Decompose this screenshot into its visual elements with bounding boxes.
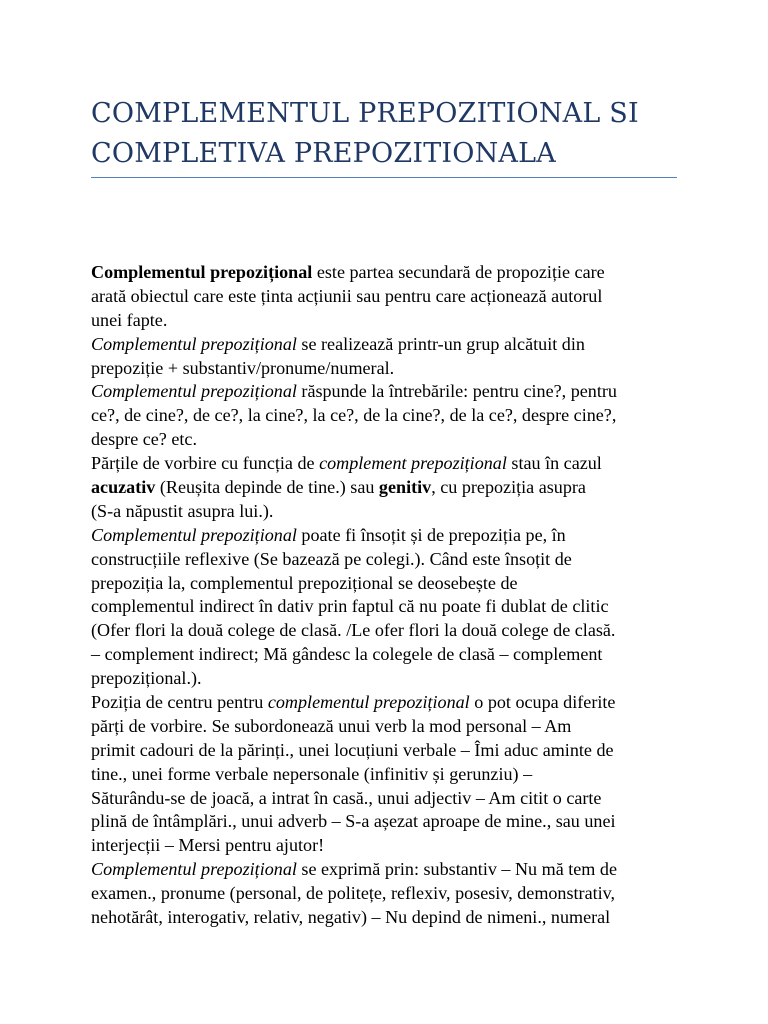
text-line bbox=[91, 261, 691, 285]
italic-term: Complementul prepozițional bbox=[91, 859, 297, 880]
text-line bbox=[91, 428, 691, 452]
italic-term: Complementul prepozițional bbox=[91, 333, 297, 354]
title-line-1: COMPLEMENTUL PREPOZITIONAL SI bbox=[91, 98, 639, 129]
text-run: Poziția de centru pentru bbox=[91, 692, 268, 713]
text-run: primit cadouri de la părinți., unei locuțiuni verbale – Îmi aduc aminte de bbox=[91, 739, 614, 760]
text-line bbox=[91, 787, 691, 811]
text-line bbox=[91, 333, 691, 357]
italic-term: Complementul prepozițional bbox=[91, 381, 297, 402]
document-body bbox=[91, 261, 691, 930]
text-run: se realizează printr-un grup alcătuit din bbox=[296, 333, 585, 354]
title-underline bbox=[91, 177, 677, 178]
text-run: (Reușita depinde de tine.) sau bbox=[155, 477, 379, 498]
text-run: nehotărât, interogativ, relativ, negativ) – Nu depind de nimeni., numeral bbox=[91, 907, 611, 928]
text-line bbox=[91, 763, 691, 787]
text-line bbox=[91, 380, 691, 404]
text-run: prepozițional.). bbox=[91, 668, 202, 689]
bold-term: genitiv bbox=[378, 477, 432, 498]
italic-term: Complementul prepozițional bbox=[91, 524, 297, 545]
text-line bbox=[91, 834, 691, 858]
bold-term: acuzativ bbox=[91, 477, 156, 498]
italic-term: complementul prepozițional bbox=[267, 692, 470, 713]
text-run: o pot ocupa diferite bbox=[469, 692, 616, 713]
text-line bbox=[91, 572, 691, 596]
text-line bbox=[91, 524, 691, 548]
title-line-2: COMPLETIVA PREPOZITIONALA bbox=[91, 138, 556, 169]
text-line bbox=[91, 595, 691, 619]
text-line bbox=[91, 452, 691, 476]
italic-term: complement prepozițional bbox=[319, 453, 507, 474]
text-line bbox=[91, 739, 691, 763]
text-line bbox=[91, 906, 691, 930]
text-run: este partea secundară de propoziție care bbox=[312, 262, 605, 282]
text-line bbox=[91, 404, 691, 428]
text-run: stau în cazul bbox=[506, 453, 602, 474]
text-line bbox=[91, 548, 691, 572]
text-run: ce?, de cine?, de ce?, la cine?, la ce?, de la cine?, de la ce?, despre cine?, bbox=[91, 405, 617, 426]
text-run: Părțile de vorbire cu funcția de bbox=[91, 453, 320, 474]
text-run: poate fi însoțit și de prepoziția pe, în bbox=[296, 524, 566, 545]
bold-term: Complementul prepozițional bbox=[91, 262, 313, 282]
text-line bbox=[91, 285, 691, 309]
text-line bbox=[91, 309, 691, 333]
text-run: examen., pronume (personal, de politețe, reflexiv, posesiv, demonstrativ, bbox=[91, 883, 616, 904]
text-line bbox=[91, 643, 691, 667]
text-run: prepoziție + substantiv/pronume/numeral. bbox=[91, 357, 395, 378]
text-run: părți de vorbire. Se subordonează unui verb la mod personal – Am bbox=[91, 715, 572, 736]
text-line bbox=[91, 619, 691, 643]
text-line bbox=[91, 691, 691, 715]
text-line bbox=[91, 476, 691, 500]
text-run: Săturându-se de joacă, a intrat în casă., unui adjectiv – Am citit o carte bbox=[91, 787, 602, 808]
text-run: plină de întâmplări., unui adverb – S-a așezat aproape de mine., sau unei bbox=[91, 811, 616, 832]
text-run: – complement indirect; Mă gândesc la colegele de clasă – complement bbox=[91, 644, 603, 665]
text-run: arată obiectul care este ținta acțiunii sau pentru care acționează autorul bbox=[91, 285, 603, 306]
text-run: complementul indirect în dativ prin faptul că nu poate fi dublat de clitic bbox=[91, 596, 609, 617]
text-line bbox=[91, 882, 691, 906]
text-line bbox=[91, 500, 691, 524]
text-run: se exprimă prin: substantiv – Nu mă tem de bbox=[296, 859, 617, 880]
text-line bbox=[91, 667, 691, 691]
text-run: (S-a năpustit asupra lui.). bbox=[91, 500, 274, 521]
text-line bbox=[91, 810, 691, 834]
text-run: prepoziția la, complementul prepozițional se deosebește de bbox=[91, 572, 518, 593]
text-line bbox=[91, 715, 691, 739]
text-run: construcțiile reflexive (Se bazează pe colegi.). Când este însoțit de bbox=[91, 548, 572, 569]
text-line bbox=[91, 357, 691, 381]
text-run: (Ofer flori la două colege de clasă. /Le ofer flori la două colege de clasă. bbox=[91, 620, 616, 641]
text-run: despre ce? etc. bbox=[91, 429, 197, 450]
text-run: răspunde la întrebările: pentru cine?, pentru bbox=[296, 381, 617, 402]
text-run: interjecții – Mersi pentru ajutor! bbox=[91, 835, 325, 856]
text-run: , cu prepoziția asupra bbox=[431, 477, 586, 498]
text-run: tine., unei forme verbale nepersonale (infinitiv și gerunziu) – bbox=[91, 763, 533, 784]
text-run: unei fapte. bbox=[91, 309, 168, 330]
text-line bbox=[91, 858, 691, 882]
document-title bbox=[91, 94, 691, 174]
